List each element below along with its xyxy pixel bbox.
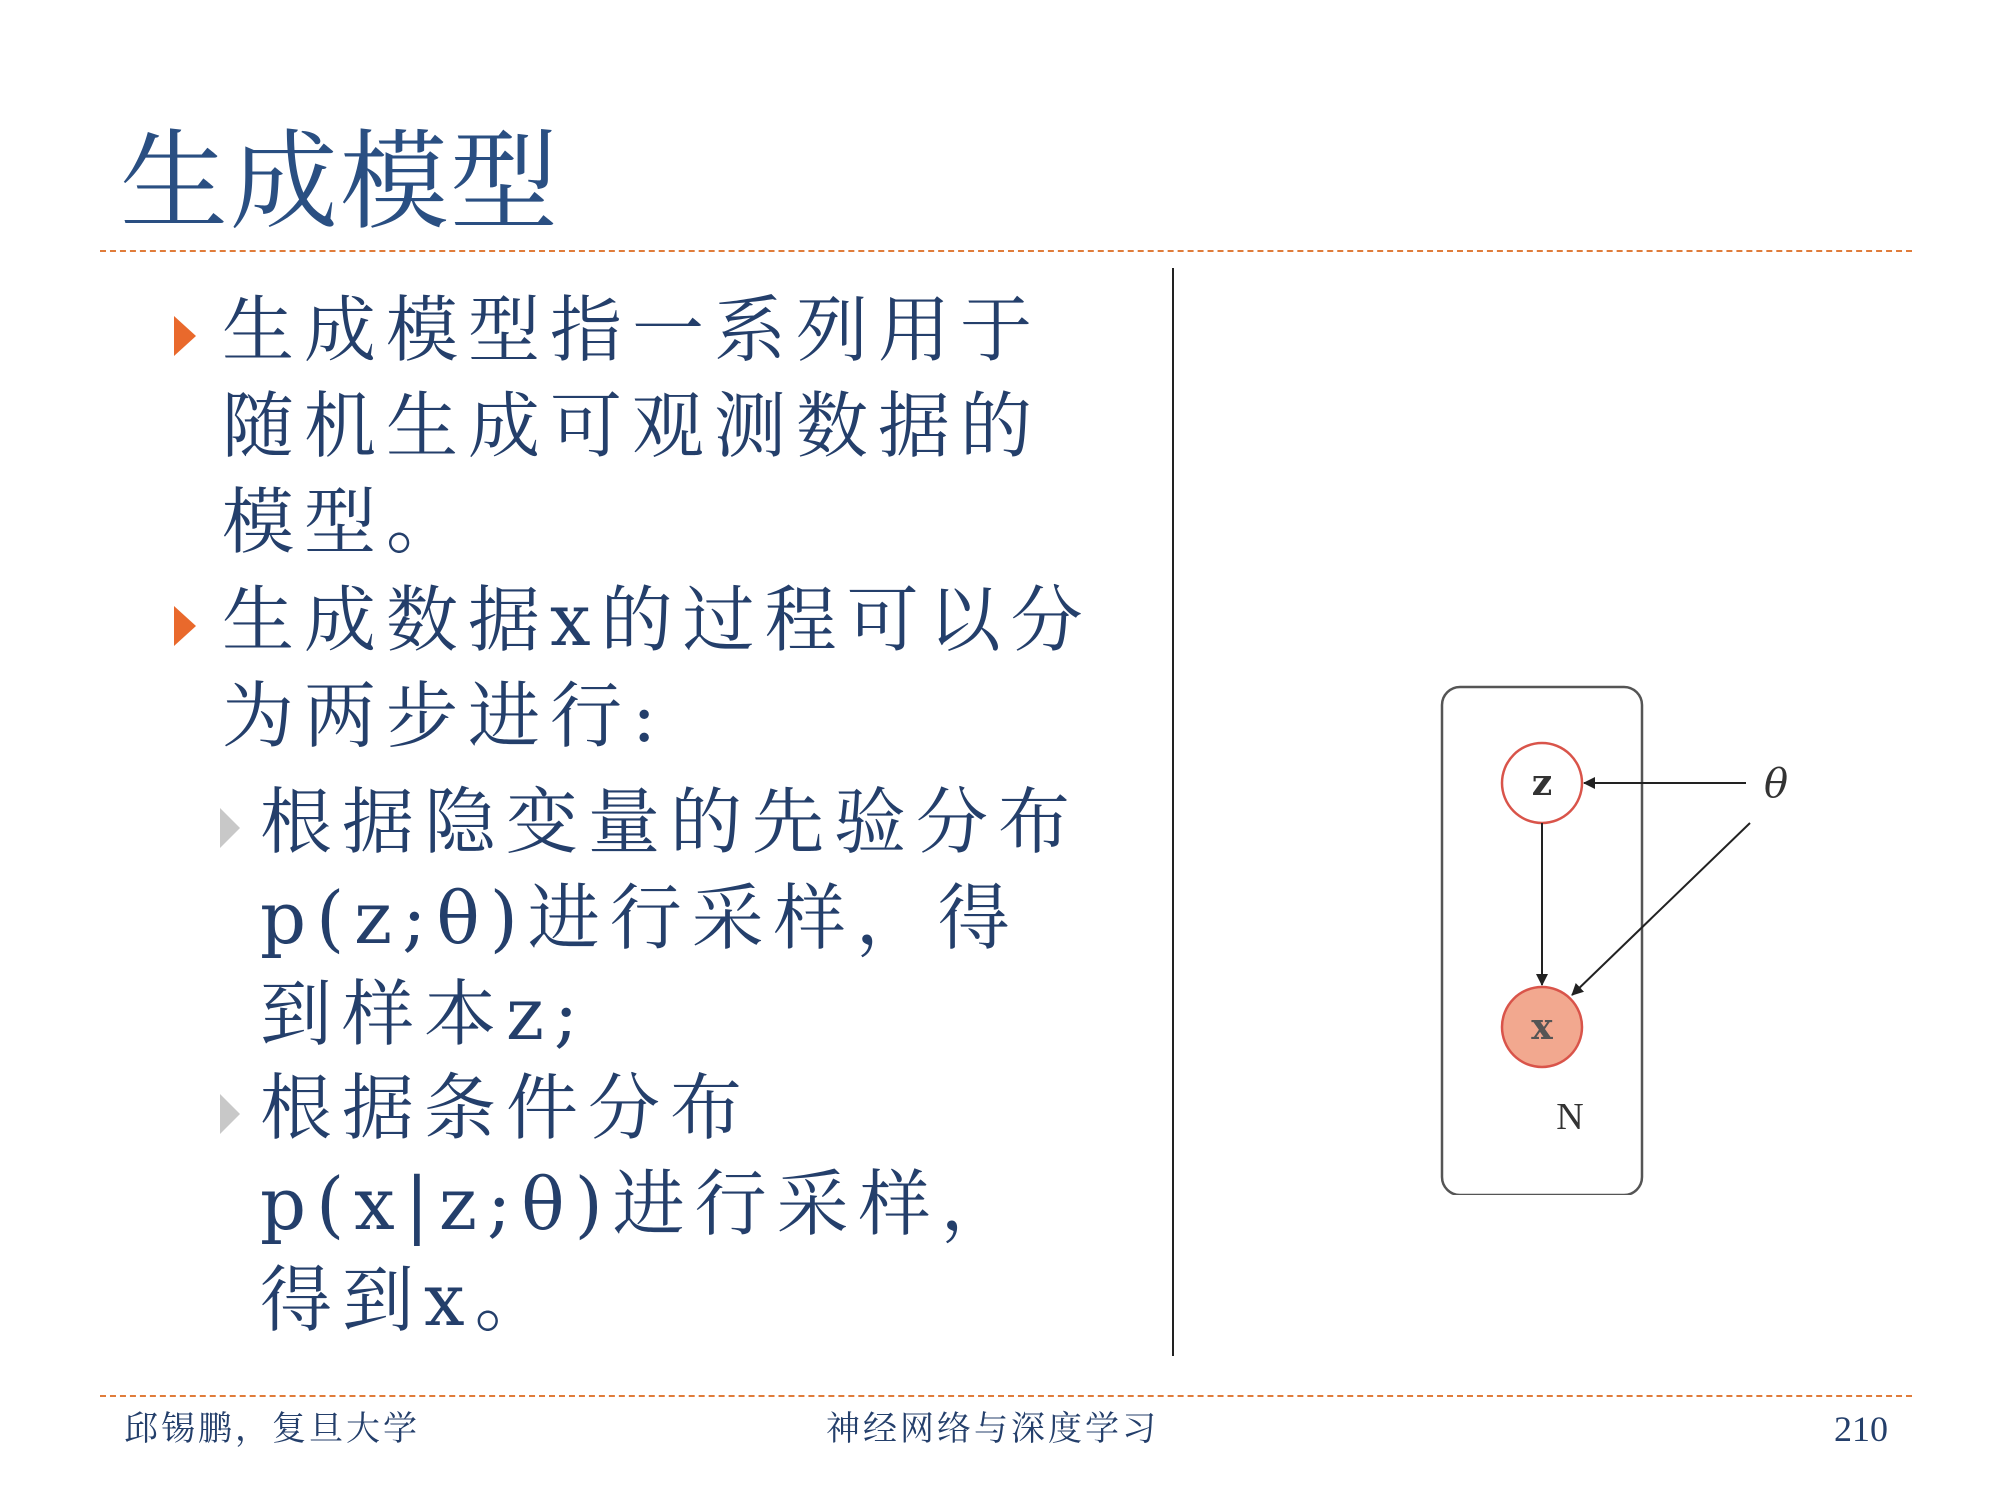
graphical-model-diagram xyxy=(1430,675,1810,1195)
bullet-text: 生成模型指一系列用于随机生成可观测数据的模型。 xyxy=(222,288,1043,564)
sub-bullet-item xyxy=(260,1060,1100,1348)
column-divider xyxy=(1172,268,1174,1356)
title-divider xyxy=(100,250,1912,252)
footer-course: 神经网络与深度学习 xyxy=(826,1409,1159,1449)
observed-node-label: x xyxy=(1531,1006,1553,1048)
latent-node-label: z xyxy=(1531,762,1553,804)
bullet-text: 生成数据x的过程可以分为两步进行: xyxy=(222,578,1093,758)
plate-label: N xyxy=(1556,1096,1584,1138)
bullet-item xyxy=(222,572,1122,764)
page-number: 210 xyxy=(1834,1409,1888,1449)
footer-author: 邱锡鹏，复旦大学 xyxy=(124,1409,420,1449)
bullet-text: 根据条件分布p(x|z;θ)进行采样，得到x。 xyxy=(260,1066,1023,1342)
edge-theta-to-x xyxy=(1572,823,1750,995)
footer-divider xyxy=(100,1395,1912,1397)
slide-title: 生成模型 xyxy=(120,120,561,245)
bullet-triangle-icon xyxy=(174,606,196,646)
sub-bullet-triangle-icon xyxy=(220,1094,240,1134)
theta-label: θ xyxy=(1763,761,1789,807)
sub-bullet-triangle-icon xyxy=(220,808,240,848)
bullet-item xyxy=(222,282,1102,570)
bullet-text: 根据隐变量的先验分布p(z;θ)进行采样，得到样本z; xyxy=(260,780,1081,1056)
sub-bullet-item xyxy=(260,774,1100,1062)
bullet-triangle-icon xyxy=(174,316,196,356)
